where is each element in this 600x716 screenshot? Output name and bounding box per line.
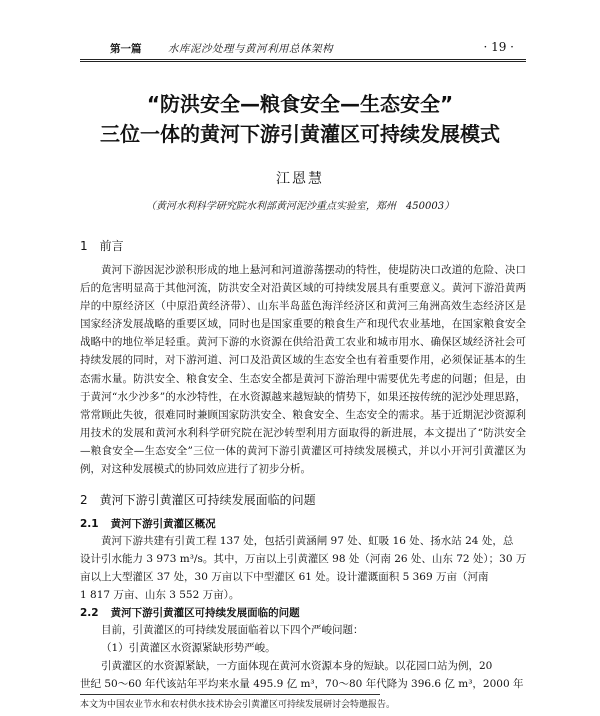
- paper-title-line-1: “防洪安全—粮食安全—生态安全”: [146, 92, 454, 116]
- header-rule-secondary: [80, 61, 526, 62]
- header-rule: [80, 59, 526, 60]
- subsection-2-1-heading: [80, 516, 216, 531]
- subsection-2-1-number: 2.1: [80, 518, 99, 530]
- section-1-title: 前言: [99, 239, 124, 253]
- body-line: 设计引水能力 3 973 m³/s。其中，万亩以上引黄灌区 98 处（河南 26 处、山东 72 处）；30 万: [80, 553, 527, 565]
- section-1-heading: [80, 237, 124, 254]
- footnote-rule: [80, 694, 380, 695]
- section-2-number: 2: [80, 493, 88, 507]
- body-line: 目前，引黄灌区的可持续发展面临着以下四个严峻问题：: [101, 624, 364, 636]
- body-line: （1）引黄灌区水资源紧缺形势严峻。: [101, 642, 276, 654]
- introduction-text: 黄河下游因泥沙淤积形成的地上悬河和河道游荡摆动的特性，使堤防决口改道的危险、决口后的危害明显高于其他河流，防洪安全对沿黄区域的可持续发展具有重要意义。黄河下游沿黄两岸的中原经济区（中原沿黄经济带）、山东半岛蓝色海洋经济区和黄河三角洲高效生态经济区是国家经济发展战略的重要区域，同时也是国家重要的粮食生产和现代农业基地，在国家粮食安全战略中的地位举足轻重。黄河下游的水资源在供给沿黄工农业和城市用水、确保区域经济社会可持续发展的同时，对下游河道、河口及沿黄区域的生态安全也有着重要作用，必须保证基本的生态需水量。防洪安全、粮食安全、生态安全都是黄河下游治理中需要优先考虑的问题；但是，由于黄河“水少沙多”的水沙特性，在水资源越来越短缺的情势下，如果还按传统的泥沙处理思路，常常顾此失彼，很难同时兼顾国家防洪安全、粮食安全、生态安全的需求。基于近期泥沙资源利用技术的发展和黄河水利科学研究院在泥沙转型利用方面取得的新进展，本文提出了“防洪安全—粮食安全—生态安全”三位一体的黄河下游引黄灌区可持续发展模式，并以小开河引黄灌区为例，对这种发展模式的协同效应进行了初步分析。: [80, 264, 526, 476]
- section-2-heading: [80, 491, 316, 508]
- subsection-2-1-title: 黄河下游引黄灌区概况: [110, 518, 216, 530]
- header-chapter: 第一篇: [110, 43, 142, 55]
- header-title: 水库泥沙处理与黄河利用总体架构: [168, 43, 333, 55]
- subsection-2-2-title: 黄河下游引黄灌区可持续发展面临的问题: [110, 607, 300, 619]
- subsection-2-2-number: 2.2: [80, 607, 99, 619]
- author-affiliation: （黄河水利科学研究院水利部黄河泥沙重点实验室，郑州 450003）: [145, 201, 455, 212]
- body-line: 引黄灌区的水资源紧缺，一方面体现在黄河水资源本身的短缺。以花园口站为例，20: [101, 660, 493, 672]
- body-line: 1 817 万亩、山东 3 552 万亩）。: [80, 589, 240, 601]
- page-number: · 19 ·: [483, 40, 514, 54]
- running-header: [110, 40, 514, 58]
- subsection-2-2-heading: [80, 605, 300, 620]
- body-line: 黄河下游共建有引黄工程 137 处，包括引黄涵闸 97 处、虹吸 16 处、扬水站 24 处，总: [101, 535, 514, 547]
- body-line: 世纪 50～60 年代该站年平均来水量 495.9 亿 m³，70～80 年代降为 396.6 亿 m³，2000 年: [80, 676, 526, 691]
- section-2-title: 黄河下游引黄灌区可持续发展面临的问题: [99, 493, 316, 507]
- section-1-number: 1: [80, 239, 88, 253]
- footnote: 本文为中国农业节水和农村供水技术协会引黄灌区可持续发展研讨会特邀报告。: [80, 700, 396, 710]
- author-name: 江恩慧: [276, 171, 324, 187]
- paper-title-line-2: 三位一体的黄河下游引黄灌区可持续发展模式: [100, 122, 500, 146]
- body-line: 亩以上大型灌区 37 处，30 万亩以下中型灌区 61 处。设计灌溉面积 5 369 万亩（河南: [80, 571, 489, 583]
- introduction-paragraph: [80, 261, 526, 478]
